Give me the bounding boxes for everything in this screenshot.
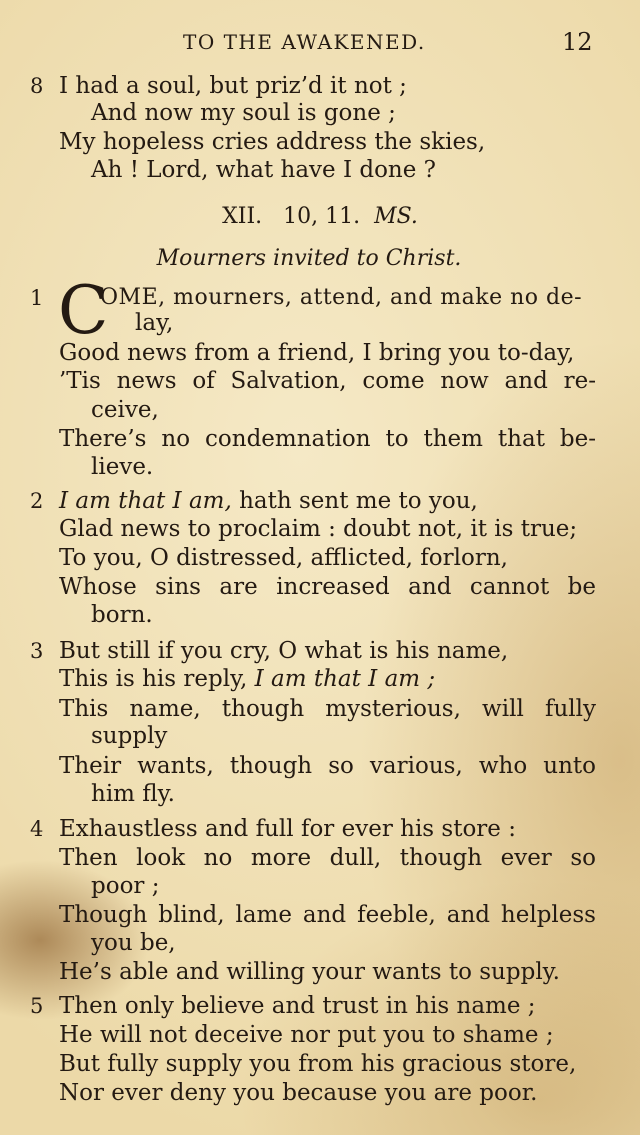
- verse-text: Nor ever deny you because you are poor.: [59, 1080, 538, 1106]
- verse-text: [59, 486, 478, 516]
- verse-text: Their wants, though so various, who unto: [59, 753, 596, 779]
- stanza-number: 3: [30, 639, 44, 663]
- verse-text: He will not deceive nor put you to shame ;: [59, 1022, 554, 1048]
- stanza-number: 4: [30, 817, 44, 841]
- verse-text: To you, O distressed, afflicted, forlorn,: [59, 545, 508, 571]
- verse-text: There’s no condemnation to them that be-: [59, 426, 596, 452]
- verse-text: him fly.: [91, 781, 175, 807]
- hymn-number: XII.: [222, 204, 263, 229]
- hymn-meter: 10, 11.: [283, 204, 361, 229]
- verse-text: And now my soul is gone ;: [91, 100, 396, 126]
- verse-text: I had a soul, but priz’d it not ;: [59, 73, 407, 99]
- hymn-heading: [0, 202, 640, 232]
- divine-name: I am that I am,: [59, 488, 232, 514]
- stanza-number: 1: [30, 286, 44, 310]
- verse-text: [59, 664, 435, 694]
- verse-text: poor ;: [91, 873, 160, 899]
- verse-text: Though blind, lame and feeble, and helpless: [59, 902, 596, 928]
- stanza-number: 8: [30, 74, 44, 98]
- verse-text: But still if you cry, O what is his name,: [59, 638, 509, 664]
- verse-text: ’Tis news of Salvation, come now and re-: [59, 368, 596, 394]
- verse-text: But fully supply you from his gracious store,: [59, 1051, 577, 1077]
- verse-text: OME, mourners, attend, and make no de-: [100, 285, 583, 310]
- page-header: [0, 30, 640, 60]
- drop-cap: C: [58, 272, 109, 349]
- verse-text: Then only believe and trust in his name ;: [59, 993, 536, 1019]
- verse-text: supply: [91, 723, 168, 749]
- verse-text: ceive,: [91, 397, 159, 423]
- verse-text: lieve.: [91, 454, 154, 480]
- verse-text: This name, though mysterious, will fully: [59, 696, 596, 722]
- verse-text-start: This is his reply,: [59, 666, 255, 692]
- divine-name: I am that I am ;: [254, 666, 436, 692]
- hymn-title: Mourners invited to Christ.: [156, 246, 462, 271]
- stanza-number: 5: [30, 994, 44, 1018]
- running-head: TO THE AWAKENED.: [183, 30, 426, 54]
- hymn-tune: MS.: [374, 204, 418, 229]
- verse-text: Whose sins are increased and cannot be: [59, 574, 596, 600]
- verse-text: lay,: [135, 310, 174, 336]
- verse-text: He’s able and willing your wants to supply.: [59, 959, 560, 985]
- verse-text: Good news from a friend, I bring you to-day,: [59, 340, 575, 366]
- verse-text: Glad news to proclaim : doubt not, it is true;: [59, 516, 578, 542]
- verse-text: Exhaustless and full for ever his store :: [59, 816, 516, 842]
- verse-text: Then look no more dull, though ever so: [59, 845, 596, 871]
- verse-text-rest: hath sent me to you,: [231, 488, 478, 514]
- verse-text: Ah ! Lord, what have I done ?: [91, 157, 436, 183]
- verse-text: My hopeless cries address the skies,: [59, 129, 486, 155]
- verse-text: born.: [91, 602, 153, 628]
- stanza-number: 2: [30, 489, 44, 513]
- page-number: 12: [562, 28, 593, 56]
- verse-text: you be,: [91, 930, 176, 956]
